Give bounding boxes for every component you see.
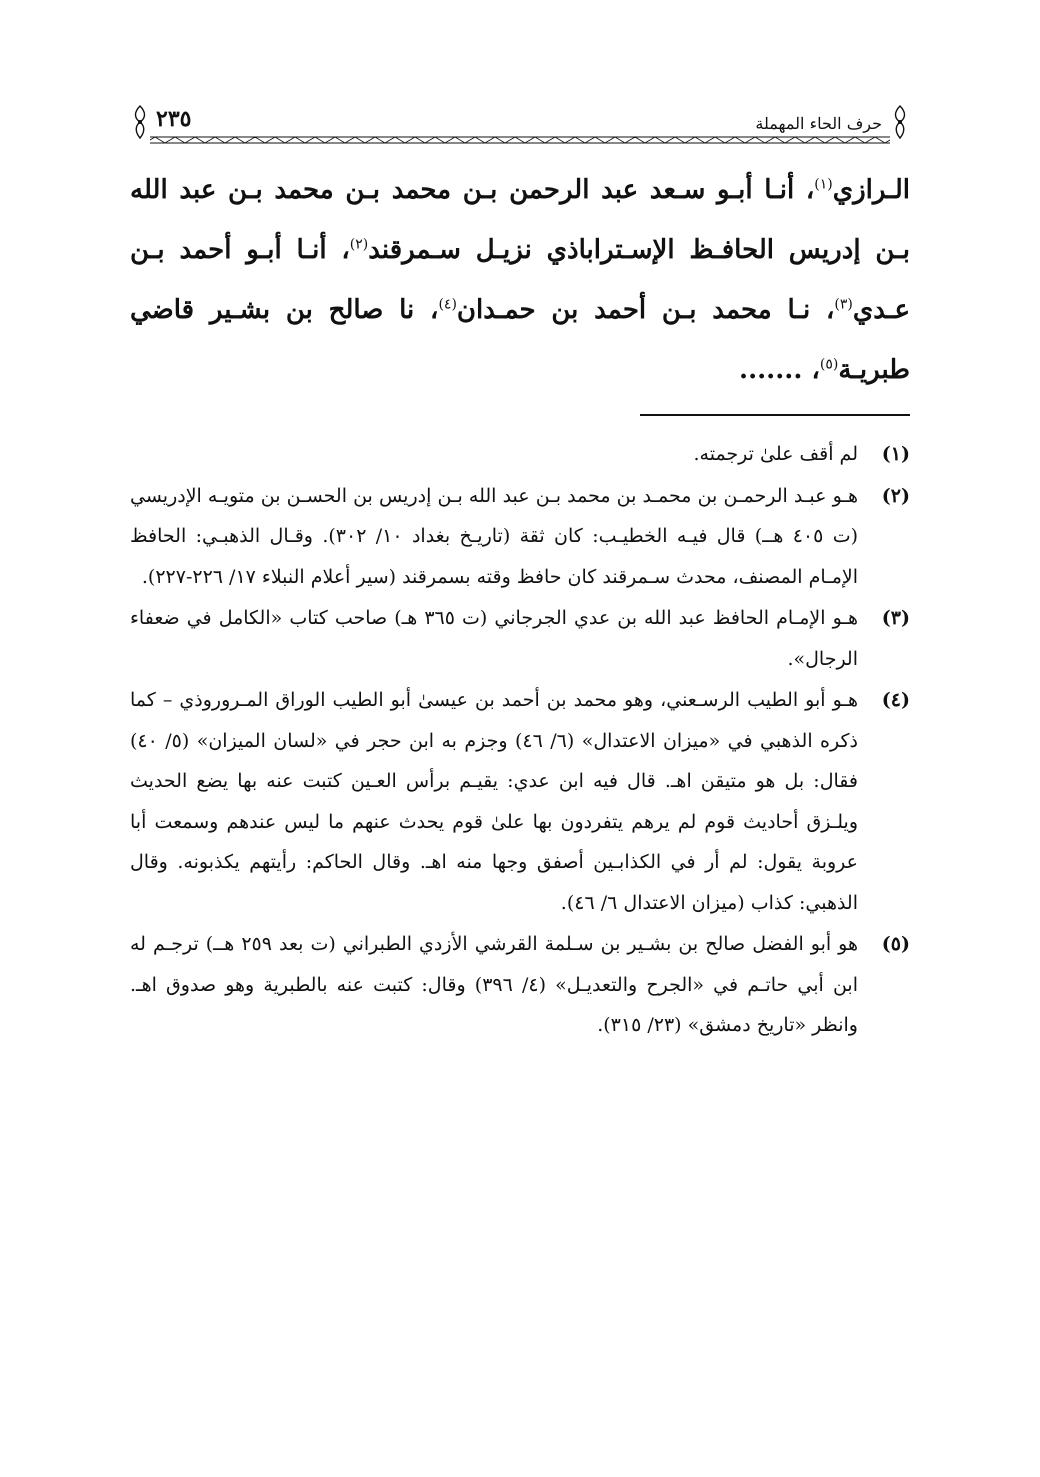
footnote-item: [130, 598, 910, 679]
footnotes-list: [130, 434, 910, 1046]
floral-ornament-icon: [130, 104, 150, 140]
text-segment: ، أنـا أبـو سـعد عبد الرحمن بـن محمد بـن محمد بـن عبد الله بـن إدريس الحافـظ الإسـتراباذي نزيـل سـمرقند: [130, 175, 910, 265]
footnote-text: هـو عبـد الرحمـن بن محمـد بن محمد بـن عبد الله بـن إدريس بن الحسـن بن متويـه الإدريسي (ت ٤٠٥ هــ) قال فيـه الخطيـب: كان ثقة (تاريـخ بغداد ١٠/ ٣٠٢). وقـال الذهبـي: الحافظ الإمـام المصنف، محدث سـمرقند كان حافظ وقته بسمرقند (سير أعلام النبلاء ١٧/ ٢٢٦-٢٢٧).: [130, 484, 858, 588]
footnote-item: [130, 434, 910, 475]
footnote-number: (١): [881, 443, 910, 465]
book-page: [130, 100, 910, 1360]
footnote-number: (٣): [881, 607, 910, 629]
footnote-number: (٥): [881, 933, 910, 955]
footnote-text: لم أقف علىٰ ترجمته.: [693, 443, 858, 465]
footnote-item: [130, 924, 910, 1046]
footnote-item: [130, 680, 910, 923]
footnote-marker[interactable]: (٥): [819, 356, 839, 373]
footnote-marker[interactable]: (٣): [834, 296, 853, 313]
text-segment: ، نـا محمد بـن أحمد بن حمـدان: [456, 295, 835, 325]
page-number: ٢٣٥: [156, 106, 192, 132]
main-text-paragraph: [130, 160, 910, 400]
chapter-title: حرف الحاء المهملة: [755, 114, 882, 133]
text-segment: ، أنـا أبـو أحمد بـن عـدي: [130, 235, 910, 325]
floral-ornament-icon: [890, 104, 910, 140]
footnote-number: (٤): [881, 689, 910, 711]
footnote-number: (٢): [881, 484, 910, 507]
decorative-header-rule: [150, 136, 890, 144]
footnote-item: [130, 476, 910, 598]
footnote-marker[interactable]: (٤): [438, 296, 457, 313]
footnote-text: هـو الإمـام الحافظ عبد الله بن عدي الجرجاني (ت ٣٦٥ هـ) صاحب كتاب «الكامل في ضعفاء الرجال».: [130, 607, 859, 670]
footnote-text: هو أبو الفضل صالح بن بشـير بن سـلمة القرشي الأزدي الطبراني (ت بعد ٢٥٩ هــ) ترجـم له ابن أبي حاتـم في «الجرح والتعديـل» (٤/ ٣٩٦) وقال: كتبت عنه بالطبرية وهو صدوق اهـ. وانظر «تاريخ دمشق» (٢٣/ ٣١٥).: [130, 933, 859, 1036]
footnote-marker[interactable]: (٢): [349, 236, 369, 253]
text-segment: ، نا صالح بن بشـير قاضي طبريـة: [130, 295, 910, 385]
footnote-separator-row: [130, 400, 910, 434]
text-segment: ، .......: [739, 355, 820, 385]
footnote-separator: [640, 414, 910, 416]
running-header: [130, 100, 910, 150]
footnote-text: هـو أبو الطيب الرسـعني، وهو محمد بن أحمد بن عيسىٰ أبو الطيب الوراق المـروروذي – كما ذكره الذهبي في «ميزان الاعتدال» (٦/ ٤٦) وجزم به ابن حجر في «لسان الميزان» (٥/ ٤٠) فقال: بل هو متيقن اهـ. قال فيه ابن عدي: يقيـم برأس العـين كتبت عنه بها يضع الحديث ويلـزق أحاديث قوم لم يرهم يتفردون بها علىٰ قوم يحدث عنهم ما ليس عندهم وسمعت أبا عروبة يقول: لم أر في الكذابـين أصفق وجها منه اهـ. وقال الحاكم: رأيتهم يكذبونه. وقال الذهبي: كذاب (ميزان الاعتدال ٦/ ٤٦).: [130, 689, 858, 914]
text-segment: الـرازي: [832, 175, 910, 205]
footnote-marker[interactable]: (١): [814, 176, 833, 193]
